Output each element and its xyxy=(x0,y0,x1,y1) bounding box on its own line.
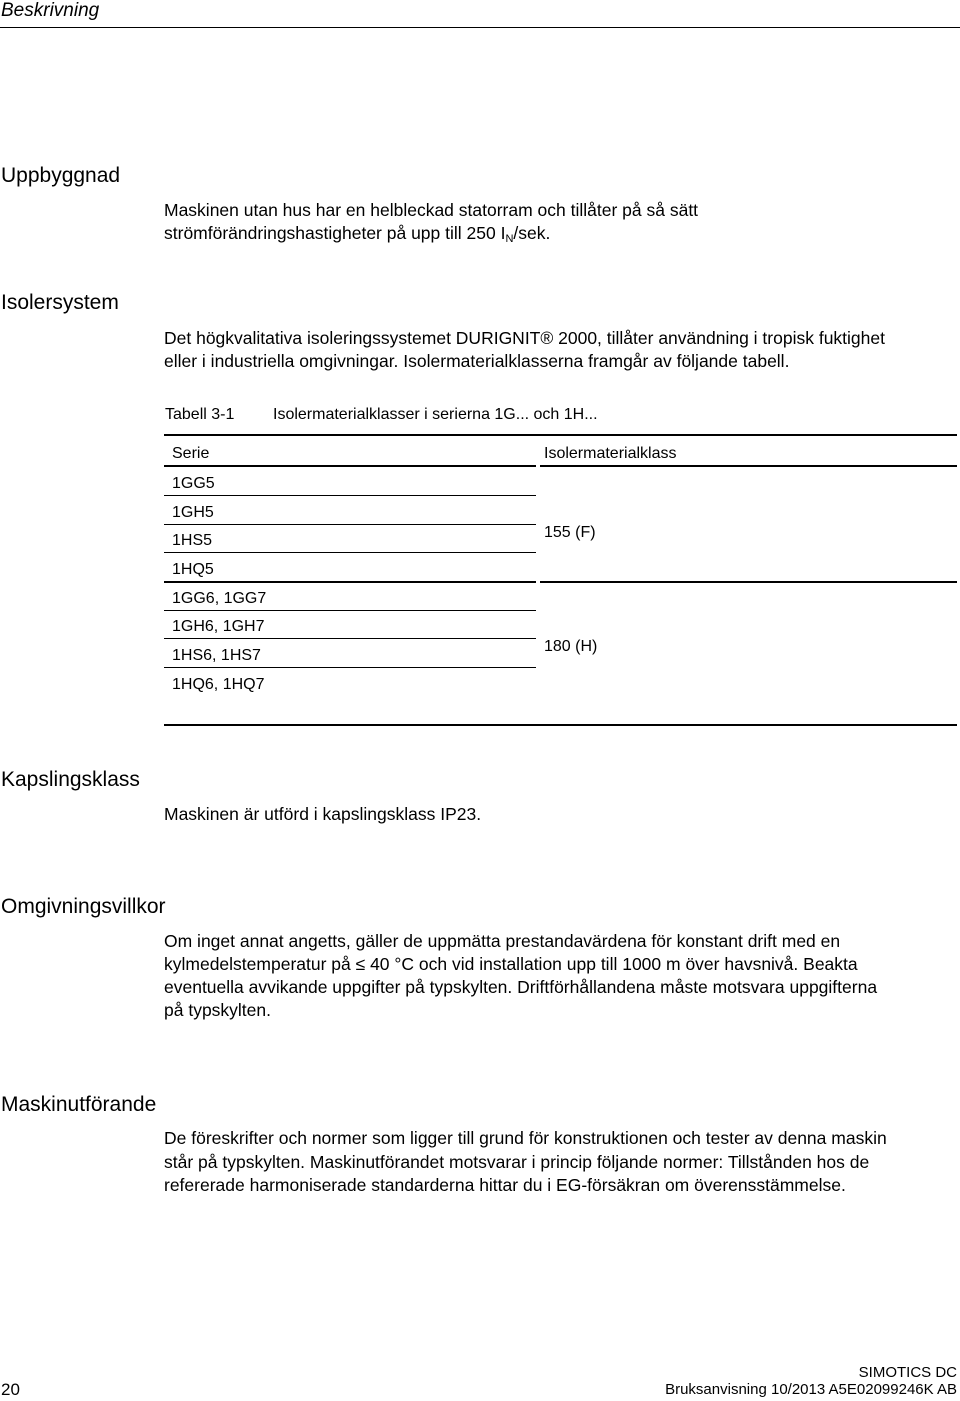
table-header-klass: Isolermaterialklass xyxy=(544,445,677,462)
table-cell-serie: 1GH6, 1GH7 xyxy=(172,618,265,635)
header-rule xyxy=(0,27,960,28)
table-cell-serie: 1HS6, 1HS7 xyxy=(172,647,261,664)
table-row-rule xyxy=(164,495,536,496)
section-title-omgivningsvillkor: Omgivningsvillkor xyxy=(1,895,166,918)
omgivningsvillkor-line-1: Om inget annat angetts, gäller de uppmätta prestandavärdena för konstant drift med en xyxy=(164,931,841,951)
section-title-uppbyggnad: Uppbyggnad xyxy=(1,164,121,187)
section-title-isolersystem: Isolersystem xyxy=(1,291,119,314)
table-cell-serie: 1HQ6, 1HQ7 xyxy=(172,676,265,693)
uppbyggnad-line-1: Maskinen utan hus har en helbleckad statorram och tillåter på så sätt xyxy=(164,200,699,220)
table-bottom-rule xyxy=(164,724,957,726)
table-cell-serie: 1GH5 xyxy=(172,504,214,521)
table-cell-serie: 1HS5 xyxy=(172,532,213,549)
kapslingsklass-line-1: Maskinen är utförd i kapslingsklass IP23. xyxy=(164,804,482,824)
table-cell-klass: 180 (H) xyxy=(544,638,598,655)
table-header-rule-left xyxy=(164,465,536,467)
table-header-rule-right xyxy=(540,465,957,467)
table-row-rule xyxy=(164,524,536,525)
omgivningsvillkor-line-3: eventuella avvikande uppgifter på typskylten. Driftförhållandena måste motsvara uppgifterna xyxy=(164,977,878,997)
table-caption-title: Isolermaterialklasser i serierna 1G... och 1H... xyxy=(273,406,598,423)
page-number: 20 xyxy=(1,1380,20,1399)
running-head: Beskrivning xyxy=(1,0,100,21)
subscript-n: N xyxy=(505,233,514,245)
maskinutforande-line-1: De föreskrifter och normer som ligger till grund för konstruktionen och tester av denna maskin xyxy=(164,1128,887,1148)
section-title-maskinutforande: Maskinutförande xyxy=(1,1093,157,1116)
omgivningsvillkor-line-2: kylmedelstemperatur på ≤ 40 °C och vid installation upp till 1000 m över havsnivå. Beakta xyxy=(164,954,858,974)
table-cell-klass: 155 (F) xyxy=(544,524,596,541)
isolersystem-line-2: eller i industriella omgivningar. Isolermaterialklasserna framgår av följande tabell. xyxy=(164,351,790,371)
table-header-serie: Serie xyxy=(172,445,210,462)
table-cell-serie: 1HQ5 xyxy=(172,561,214,578)
table-caption-number: Tabell 3-1 xyxy=(165,406,235,423)
uppbyggnad-line-2-text: strömförändringshastigheter på upp till 250 I xyxy=(164,223,506,243)
uppbyggnad-line-2-suffix: /sek. xyxy=(513,223,551,243)
table-row-rule xyxy=(164,610,536,611)
table-row-rule xyxy=(164,667,536,668)
isolersystem-line-1: Det högkvalitativa isoleringssystemet DURIGNIT® 2000, tillåter användning i tropisk fuktighet xyxy=(164,328,885,348)
table-group-rule-left xyxy=(164,581,536,583)
table-top-rule xyxy=(164,434,957,436)
table-row-rule xyxy=(164,638,536,639)
table-cell-serie: 1GG5 xyxy=(172,475,215,492)
omgivningsvillkor-line-4: på typskylten. xyxy=(164,1000,271,1020)
footer-document: Bruksanvisning 10/2013 A5E02099246K AB xyxy=(665,1381,957,1398)
table-row-rule xyxy=(164,552,536,553)
table-group-rule-right xyxy=(540,581,957,583)
uppbyggnad-line-2 xyxy=(164,222,550,246)
maskinutforande-line-2: står på typskylten. Maskinutförandet motsvarar i princip följande normer: Tillstånden hos de xyxy=(164,1152,870,1172)
table-cell-serie: 1GG6, 1GG7 xyxy=(172,590,267,607)
section-title-kapslingsklass: Kapslingsklass xyxy=(1,768,140,791)
maskinutforande-line-3: refererade harmoniserade standarderna hittar du i EG-försäkran om överensstämmelse. xyxy=(164,1175,846,1195)
footer-product: SIMOTICS DC xyxy=(858,1364,957,1381)
